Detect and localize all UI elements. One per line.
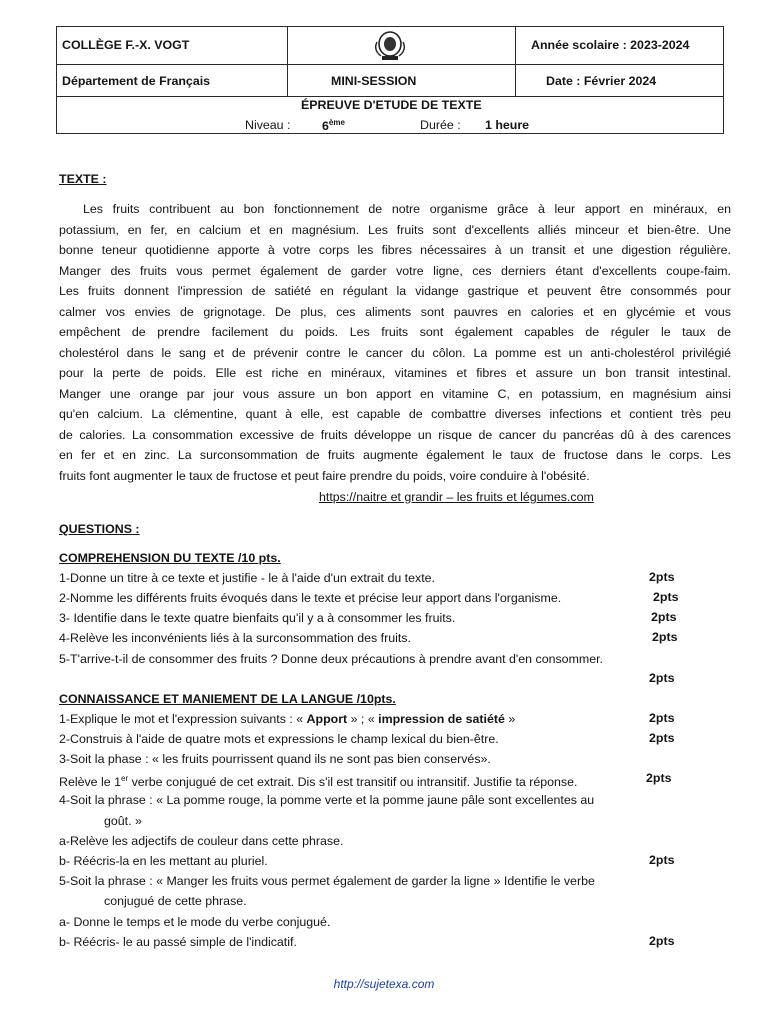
points-badge: 2pts — [649, 671, 675, 685]
exam-title: ÉPREUVE D'ETUDE DE TEXTE — [301, 98, 482, 112]
texte-line: Les fruits contribuent au bon fonctionnement de notre organisme grâce à leur apport en minéraux, en — [83, 202, 731, 216]
session-label: MINI-SESSION — [331, 74, 417, 88]
langue-question-5-cont: conjugué de cette phrase. — [104, 894, 247, 908]
langue-question-4: 4-Soit la phrase : « La pomme rouge, la pomme verte et la pomme jaune pâle sont excellentes au — [59, 793, 595, 807]
school-logo-icon — [371, 30, 409, 62]
texte-line: empêchent de prendre facilement du poids. Les fruits sont également capables de réguler le taux de — [59, 325, 731, 339]
texte-line: en fer et en zinc. La surconsommation de fruits augmente également le taux de fructose dans le corps. Les — [59, 448, 731, 462]
langue-question-5b: b- Réécris- le au passé simple de l'indicatif. — [59, 935, 297, 949]
texte-line: pour la perte de poids. Elle est riche en minéraux, vitamines et fibres et assure un bon transit intestinal. — [59, 366, 731, 380]
langue-question-5: 5-Soit la phrase : « Manger les fruits vous permet également de garder la ligne » Identifie le verbe — [59, 874, 595, 888]
comprehension-question: 3- Identifie dans le texte quatre bienfaits qu'il y a à consommer les fruits. — [59, 611, 456, 625]
comprehension-question: 2-Nomme les différents fruits évoqués dans le texte et précise leur apport dans l'organisme. — [59, 591, 562, 605]
texte-line: bonne teneur quotidienne apporte à votre corps les fibres nécessaires à un transit et une digestion régulière. — [59, 243, 731, 257]
source-citation: https://naitre et grandir – les fruits et légumes.com — [319, 490, 594, 504]
texte-line: qu'en calcium. La clémentine, quant à elle, est capable de combattre diverses infections et contient très peu — [59, 407, 731, 421]
texte-line: cholestérol dans le sang et de prévenir contre le cancer du côlon. La pomme est un anti-cholestérol privilégié — [59, 345, 731, 360]
langue-question-4a: a-Relève les adjectifs de couleur dans cette phrase. — [59, 834, 344, 848]
texte-body — [59, 199, 731, 486]
exam-date: Date : Février 2024 — [546, 74, 657, 88]
questions-title: QUESTIONS : — [59, 522, 140, 536]
texte-line: potassium, en fer, en calcium et en magnésium. Les fruits sont d'excellents alliés minceur et bien-être. Une — [59, 222, 731, 237]
texte-line: calmer vos envies de grignotage. De plus, ces aliments sont pauvres en calories et en glycémie et vous — [59, 304, 731, 319]
duree-label: Durée : — [420, 118, 461, 132]
header-row-divider-2 — [56, 96, 724, 97]
langue-question-3b: Relève le 1er verbe conjugué de cet extrait. Dis s'il est transitif ou intransitif. Justifie ta réponse. — [59, 774, 578, 790]
points-badge: 2pts — [646, 771, 672, 785]
points-badge: 2pts — [649, 853, 675, 867]
texte-line: de calories. La consommation excessive de fruits développe un risque de cancer du pancréas dû à des carences — [59, 427, 731, 442]
comprehension-question: 5-T'arrive-t-il de consommer des fruits ? Donne deux précautions à prendre avant d'en consommer. — [59, 652, 603, 666]
department: Département de Français — [62, 74, 211, 88]
comprehension-title: COMPREHENSION DU TEXTE /10 pts. — [59, 551, 281, 565]
school-year: Année scolaire : 2023-2024 — [531, 38, 690, 52]
langue-question-4-cont: goût. » — [104, 814, 142, 828]
texte-line: Les fruits donnent l'impression de satiété en régulant la vidange gastrique et peuvent être consommés pour — [59, 284, 731, 298]
footer-link[interactable]: http://sujetexa.com — [333, 977, 435, 991]
texte-line: Manger des fruits vous permet également de garder votre ligne, ces derniers étant d'excellents coupe-faim. — [59, 263, 731, 278]
points-badge: 2pts — [653, 590, 679, 604]
points-badge: 2pts — [649, 570, 675, 584]
texte-line: fruits font augmenter le taux de fructose et peut faire prendre du poids, voire conduire à l'obésité. — [59, 468, 590, 483]
langue-question-5a: a- Donne le temps et le mode du verbe conjugué. — [59, 915, 331, 929]
points-badge: 2pts — [651, 610, 677, 624]
langue-question-1: 1-Explique le mot et l'expression suivants : « Apport » ; « impression de satiété » — [59, 712, 516, 726]
langue-question-2: 2-Construis à l'aide de quatre mots et expressions le champ lexical du bien-être. — [59, 732, 499, 746]
langue-question-4b: b- Réécris-la en les mettant au pluriel. — [59, 854, 268, 868]
langue-question-3: 3-Soit la phase : « les fruits pourrissent quand ils ne sont pas bien conservés». — [59, 752, 491, 766]
header-col-divider-2 — [515, 26, 516, 96]
texte-line: Manger une orange par jour vous assure un bon apport en vitamine C, en potassium, en magnésium ainsi — [59, 386, 731, 401]
header-col-divider-1 — [287, 26, 288, 96]
texte-title: TEXTE : — [59, 172, 107, 186]
points-badge: 2pts — [649, 934, 675, 948]
langue-title: CONNAISSANCE ET MANIEMENT DE LA LANGUE /10pts. — [59, 692, 396, 706]
duree-value: 1 heure — [485, 118, 530, 132]
header-row-divider-1 — [56, 64, 724, 65]
points-badge: 2pts — [649, 731, 675, 745]
school-name: COLLÈGE F.-X. VOGT — [62, 38, 190, 52]
comprehension-question: 1-Donne un titre à ce texte et justifie - le à l'aide d'un extrait du texte. — [59, 571, 435, 585]
niveau-value: 6ème — [322, 118, 345, 134]
points-badge: 2pts — [652, 630, 678, 644]
niveau-label: Niveau : — [245, 118, 291, 132]
comprehension-question: 4-Relève les inconvénients liés à la surconsommation des fruits. — [59, 631, 411, 645]
points-badge: 2pts — [649, 711, 675, 725]
